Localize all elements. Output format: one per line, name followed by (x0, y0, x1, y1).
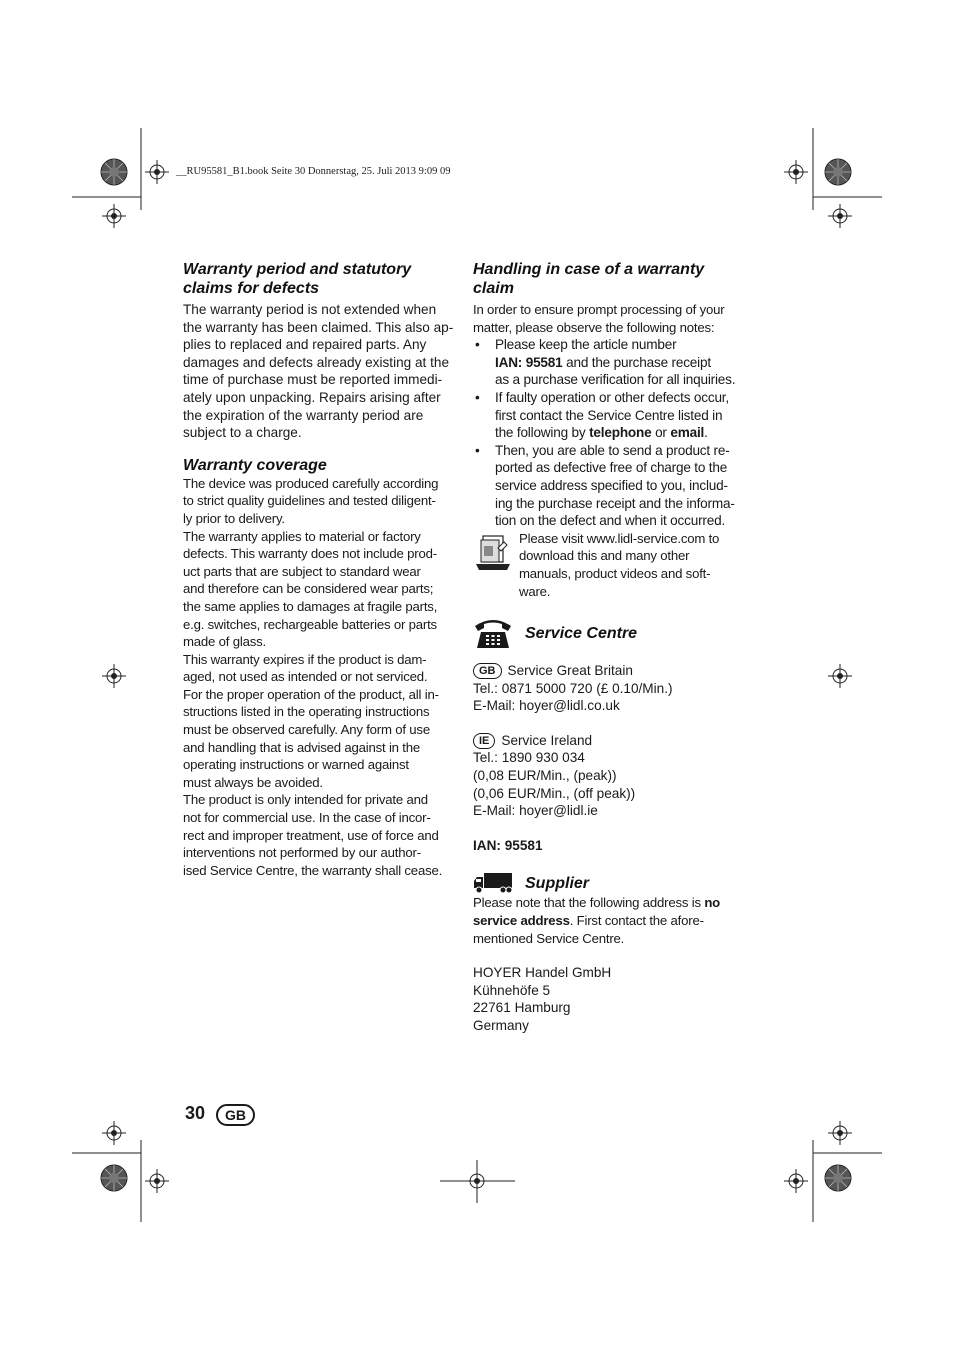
language-badge: GB (216, 1104, 255, 1126)
download-tip-text: Please visit www.lidl-service.com to download this and many other manuals, product videos and soft- ware. (519, 530, 720, 599)
warranty-claim-intro: In order to ensure prompt processing of your matter, please observe the following notes: (473, 302, 725, 335)
service-gb-block: GB Service Great Britain Tel.: 0871 5000 720 (£ 0.10/Min.) E-Mail: hoyer@lidl.co.uk (473, 663, 673, 714)
supplier-heading: Supplier (525, 874, 590, 892)
telephone-icon (473, 616, 513, 650)
service-ie-block: IE Service Ireland Tel.: 1890 930 034 (0,08 EUR/Min., (peak)) (0,06 EUR/Min., (off peak)) E-Mail: hoyer@lidl.ie (473, 732, 636, 819)
download-icon (473, 530, 519, 600)
print-header: __RU95581_B1.book Seite 30 Donnerstag, 25. Juli 2013 9:09 09 (176, 166, 451, 177)
page-number: 30 (185, 1103, 206, 1123)
warranty-coverage-heading: Warranty coverage (183, 456, 327, 474)
list-item: • Please keep the article number IAN: 95581 and the purchase receipt as a purchase verification for all inquiries. (473, 336, 748, 389)
supplier-heading-row (473, 872, 748, 894)
service-centre-heading: Service Centre (525, 624, 638, 642)
truck-icon (473, 872, 513, 894)
gb-country-badge: GB (473, 663, 502, 679)
supplier-note: Please note that the following address is no service address. First contact the afore- mentioned Service Centre. (473, 895, 721, 946)
service-centre-heading-row (473, 616, 748, 650)
download-tip (473, 530, 748, 600)
warranty-claim-list (473, 336, 748, 530)
left-column (183, 260, 458, 879)
ie-country-badge: IE (473, 733, 495, 749)
list-item: • Then, you are able to send a product re- ported as defective free of charge to the service address specified to you, includ- ing the purchase receipt and the informa- tion on the defect and when it occurred. (473, 442, 748, 530)
list-item: • If faulty operation or other defects occur, first contact the Service Centre listed in the following by telephone or email. (473, 389, 748, 442)
warranty-period-text: The warranty period is not extended when the warranty has been claimed. This also ap- plies to replaced and repaired parts. Any damages and defects already existing at the time of purchase must be reported immedi- ately upon unpacking. Repairs arising after the expiration of the warranty period are subject to a charge. (183, 302, 454, 441)
warranty-claim-heading: Handling in case of a warranty claim (473, 261, 705, 297)
warranty-coverage-text: The device was produced carefully according to strict quality guidelines and tested diligent- ly prior to delivery. The warranty applies to material or factory defects. This warranty does not include prod- uct parts that are subject to standard wear and therefore can be considered wear parts; the same applies to damages at fragile parts, e.g. switches, rechargeable batteries or parts made of glass. This warranty expires if the product is dam- aged, not used as intended or not serviced. For the proper operation of the product, all in- structions listed in the operating instructions must be observed carefully. Any form of use and handling that is advised against in the operating instructions or warned against must always be avoided. The product is only intended for private and not for commercial use. In the case of incor- rect and improper treatment, use of force and interventions not performed by our author- ised Service Centre, the warranty shall cease. (183, 475, 443, 878)
right-column (473, 260, 748, 1035)
supplier-address: HOYER Handel GmbH Kühnehöfe 5 22761 Hamburg Germany (473, 965, 612, 1033)
ian-number: IAN: 95581 (473, 837, 543, 853)
warranty-period-heading: Warranty period and statutory claims for defects (183, 261, 412, 297)
